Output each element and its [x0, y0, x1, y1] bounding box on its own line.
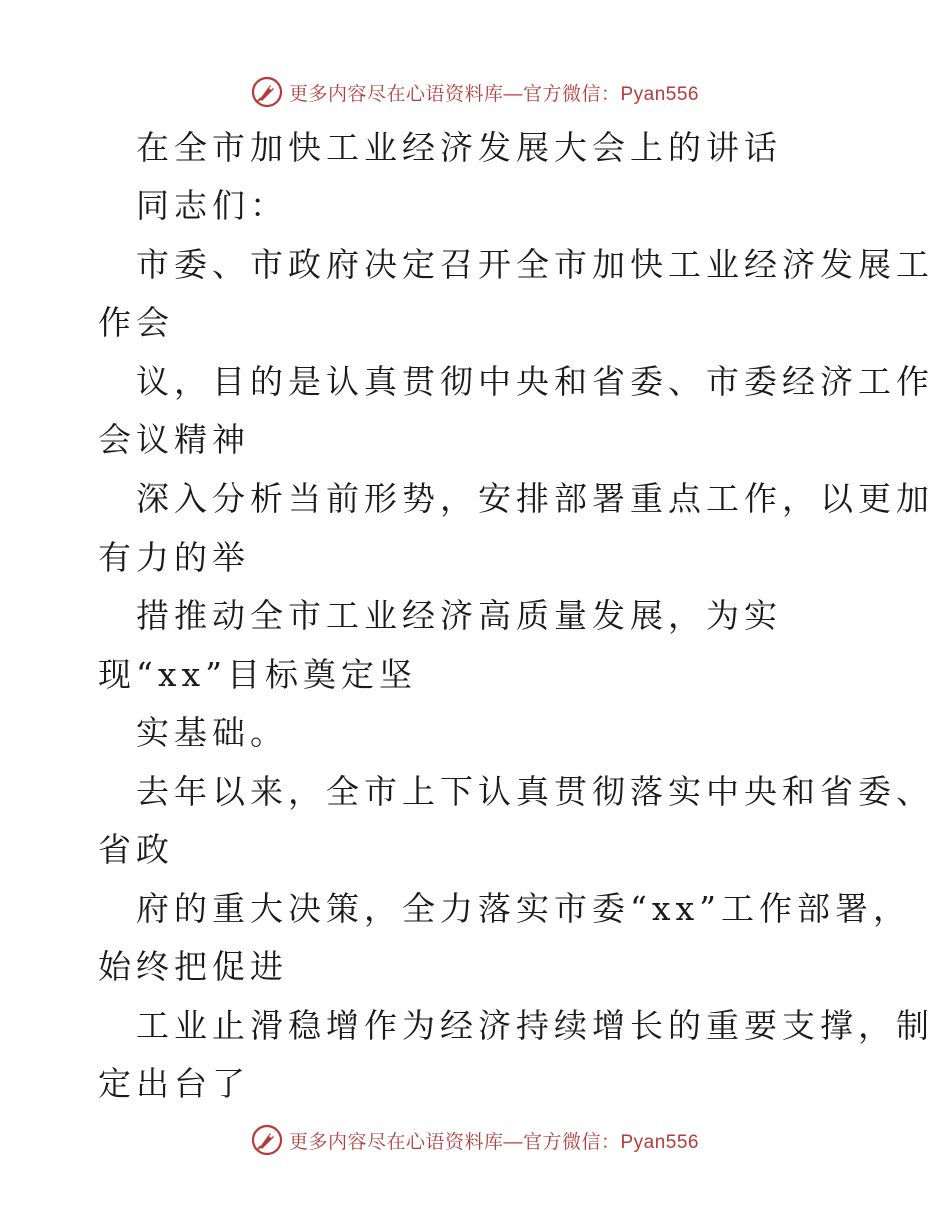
paragraph-line: 现“xx”目标奠定坚: [98, 655, 417, 694]
pen-nib-icon: [251, 76, 283, 108]
paragraph-line: 实基础。: [136, 713, 288, 752]
salutation: 同志们：: [136, 186, 288, 225]
watermark-header: [0, 72, 950, 112]
watermark-text: 更多内容尽在心语资料库—官方微信：Pyan556: [288, 1131, 699, 1153]
pen-nib-icon: [251, 1124, 283, 1156]
paragraph-line: 作会: [98, 303, 174, 342]
watermark-text: 更多内容尽在心语资料库—官方微信：Pyan556: [288, 83, 699, 105]
paragraph-line: 始终把促进: [98, 947, 288, 986]
paragraph-line: 议，目的是认真贯彻中央和省委、市委经济工作: [136, 362, 934, 401]
watermark-footer: [0, 1120, 950, 1160]
paragraph-line: 措推动全市工业经济高质量发展，为实: [136, 596, 782, 635]
paragraph-line: 市委、市政府决定召开全市加快工业经济发展工: [136, 245, 934, 284]
paragraph-line: 深入分析当前形势，安排部署重点工作，以更加: [136, 479, 934, 518]
paragraph-line: 去年以来，全市上下认真贯彻落实中央和省委、: [136, 772, 934, 811]
paragraph-line: 省政: [98, 830, 174, 869]
paragraph-line: 定出台了: [98, 1064, 250, 1103]
paragraph-line: 有力的举: [98, 538, 250, 577]
document-title: 在全市加快工业经济发展大会上的讲话: [136, 128, 782, 167]
paragraph-line: 府的重大决策，全力落实市委“xx”工作部署，: [136, 889, 911, 928]
paragraph-line: 工业止滑稳增作为经济持续增长的重要支撑，制: [136, 1006, 934, 1045]
paragraph-line: 会议精神: [98, 420, 250, 459]
